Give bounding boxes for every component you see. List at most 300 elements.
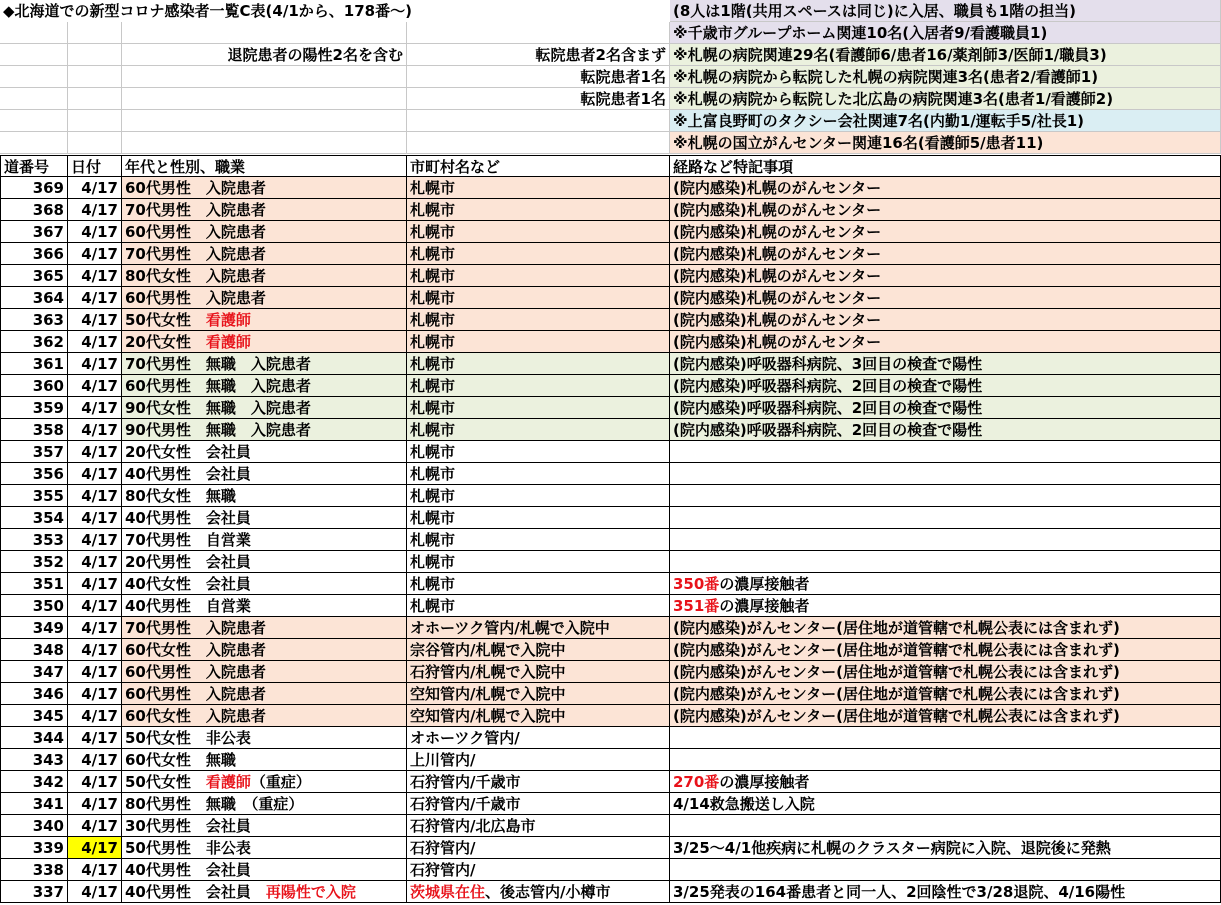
city-text: 札幌市 [410,311,456,329]
city-text: 石狩管内/北広島市 [410,817,536,835]
case-person [122,375,407,397]
case-person [122,419,407,441]
case-date [68,221,122,243]
city-text: 札幌市 [410,245,456,263]
case-date [68,287,122,309]
case-date [68,705,122,727]
case-number [0,463,68,485]
case-number-text: 363 [32,311,64,329]
case-person [122,353,407,375]
city-text: 石狩管内/千歳市 [410,795,521,813]
note-text: (院内感染)札幌のがんセンター [673,223,882,241]
person-text: 60代女性 入院患者 [125,641,266,659]
case-date-text: 4/17 [81,597,118,615]
case-note [670,793,1221,815]
person-text: 40代男性 会社員 [125,465,251,483]
person-text: 70代男性 入院患者 [125,245,266,263]
note-text: 3/25発表の164番患者と同一人、2回陰性で3/28退院、4/16陽性 [673,883,1126,901]
blank-cell [0,22,68,44]
city-text: 札幌市 [410,355,456,373]
note-text: (院内感染)呼吸器科病院、2回目の検査で陽性 [673,377,983,395]
city-text: 石狩管内/ [410,861,476,879]
case-city [407,397,670,419]
case-date-text: 4/17 [81,421,118,439]
case-number-text: 345 [32,707,64,725]
case-number-text: 339 [32,839,64,857]
case-person [122,507,407,529]
person-text: 50代女性 非公表 [125,729,251,747]
case-note [670,727,1221,749]
case-note [670,287,1221,309]
blank-cell [68,22,122,44]
case-person [122,595,407,617]
case-number [0,309,68,331]
case-number-text: 368 [32,201,64,219]
case-date [68,749,122,771]
case-note [670,749,1221,771]
case-city [407,331,670,353]
case-number-text: 337 [32,883,64,901]
case-person [122,485,407,507]
case-note [670,265,1221,287]
case-date [68,397,122,419]
person-text: 40代男性 会社員 [125,509,251,527]
case-person [122,727,407,749]
case-date-text: 4/17 [81,333,118,351]
header-note-text: ※上富良野町のタクシー会社関連7名(内勤1/運転手5/社長1) [673,112,1085,130]
note-text: (院内感染)札幌のがんセンター [673,333,882,351]
case-date [68,441,122,463]
case-number [0,221,68,243]
case-city [407,419,670,441]
case-note [670,815,1221,837]
case-number [0,419,68,441]
case-date-text: 4/17 [81,311,118,329]
case-date-text: 4/17 [81,487,118,505]
city-text: オホーツク管内/ [410,729,520,747]
case-note [670,639,1221,661]
header-note-col [670,155,1221,177]
case-number-text: 342 [32,773,64,791]
header-left-note [122,44,407,66]
case-date-text: 4/17 [81,839,118,857]
person-text: 80代女性 入院患者 [125,267,266,285]
case-date [68,353,122,375]
case-city [407,199,670,221]
case-number [0,705,68,727]
case-note [670,661,1221,683]
header-no [0,155,68,177]
case-person [122,771,407,793]
city-text: 札幌市 [410,289,456,307]
case-date [68,331,122,353]
person-text: 40代男性 会社員 [125,861,251,879]
case-city [407,221,670,243]
person-text: 30代男性 会社員 [125,817,251,835]
case-number [0,265,68,287]
case-number-text: 352 [32,553,64,571]
case-city [407,837,670,859]
note-text: (院内感染)がんセンター(居住地が道管轄で札幌公表には含まれず) [673,619,1120,637]
case-number-text: 367 [32,223,64,241]
city-text: 札幌市 [410,509,456,527]
case-number [0,177,68,199]
case-city [407,639,670,661]
note-highlight-text: 270番 [673,773,720,791]
person-text: 70代男性 自営業 [125,531,251,549]
case-city [407,617,670,639]
case-number-text: 360 [32,377,64,395]
case-note [670,243,1221,265]
note-text: (院内感染)がんセンター(居住地が道管轄で札幌公表には含まれず) [673,707,1120,725]
case-person [122,397,407,419]
case-number [0,375,68,397]
case-person [122,881,407,903]
case-number [0,353,68,375]
city-text: 札幌市 [410,487,456,505]
case-date-text: 4/17 [81,179,118,197]
case-number-text: 341 [32,795,64,813]
header-mid-note [407,44,670,66]
blank-cell [68,66,122,88]
person-text: 60代男性 入院患者 [125,223,266,241]
city-tail-text: 、後志管内/小樽市 [485,883,611,901]
case-date-text: 4/17 [81,377,118,395]
case-note [670,397,1221,419]
case-number [0,287,68,309]
note-text: (院内感染)札幌のがんセンター [673,201,882,219]
case-note [670,353,1221,375]
header-note [670,44,1221,66]
blank-cell [0,66,68,88]
header-left-note [122,66,407,88]
case-city [407,243,670,265]
case-person [122,859,407,881]
case-date [68,837,122,859]
case-date [68,661,122,683]
case-number [0,749,68,771]
case-number [0,617,68,639]
case-number-text: 366 [32,245,64,263]
case-person [122,463,407,485]
case-note [670,221,1221,243]
case-date-text: 4/17 [81,707,118,725]
city-text: 札幌市 [410,399,456,417]
case-date [68,727,122,749]
header-left-note [122,88,407,110]
blank-cell [68,132,122,154]
case-number [0,683,68,705]
header-note [670,110,1221,132]
header-mid-note [407,110,670,132]
case-number [0,639,68,661]
case-city [407,441,670,463]
case-date-text: 4/17 [81,663,118,681]
case-city [407,815,670,837]
header-note [670,66,1221,88]
case-person [122,749,407,771]
column-label: 市町村名など [410,158,501,176]
case-note [670,529,1221,551]
blank-cell [68,44,122,66]
note-highlight-text: 350番 [673,575,720,593]
column-label: 年代と性別、職業 [125,158,246,176]
person-text: 70代男性 入院患者 [125,619,266,637]
city-text: 札幌市 [410,553,456,571]
note-text: (院内感染)札幌のがんセンター [673,267,882,285]
case-person [122,683,407,705]
case-person [122,551,407,573]
person-text: 70代男性 無職 入院患者 [125,355,311,373]
case-number [0,595,68,617]
header-person [122,155,407,177]
case-note [670,309,1221,331]
case-date [68,375,122,397]
case-date [68,551,122,573]
case-city [407,661,670,683]
case-city [407,881,670,903]
header-note [670,22,1221,44]
case-number [0,573,68,595]
case-city [407,507,670,529]
case-note [670,331,1221,353]
case-note [670,463,1221,485]
case-date [68,529,122,551]
case-city [407,177,670,199]
case-date-text: 4/17 [81,729,118,747]
case-city [407,595,670,617]
person-highlight-text: 再陽性で入院 [265,883,356,901]
case-person [122,287,407,309]
city-text: 札幌市 [410,531,456,549]
blank-cell [68,88,122,110]
case-date-text: 4/17 [81,267,118,285]
case-number-text: 347 [32,663,64,681]
case-date-text: 4/17 [81,575,118,593]
case-date-text: 4/17 [81,883,118,901]
case-note [670,507,1221,529]
header-note [670,88,1221,110]
case-note [670,705,1221,727]
case-city [407,265,670,287]
note-text: の濃厚接触者 [719,597,810,615]
case-note [670,441,1221,463]
header-mid-note [407,132,670,154]
case-city [407,705,670,727]
case-number [0,441,68,463]
case-note [670,881,1221,903]
case-note [670,595,1221,617]
case-date [68,243,122,265]
note-text: (院内感染)札幌のがんセンター [673,245,882,263]
case-number [0,507,68,529]
note-text: (院内感染)呼吸器科病院、2回目の検査で陽性 [673,421,983,439]
case-date-text: 4/17 [81,355,118,373]
city-text: 札幌市 [410,377,456,395]
case-person [122,573,407,595]
case-city [407,485,670,507]
case-city [407,529,670,551]
case-date [68,199,122,221]
person-text: 50代女性 [125,311,206,329]
case-city [407,309,670,331]
city-text: 札幌市 [410,179,456,197]
case-number [0,881,68,903]
case-date [68,859,122,881]
case-date [68,265,122,287]
case-note [670,771,1221,793]
note-text: (院内感染)札幌のがんセンター [673,289,882,307]
case-date-text: 4/17 [81,443,118,461]
note-text: 4/14救急搬送し入院 [673,795,815,813]
column-label: 道番号 [4,158,50,176]
case-date [68,485,122,507]
case-date-text: 4/17 [81,201,118,219]
person-text: 80代女性 無職 [125,487,236,505]
person-text: 70代男性 入院患者 [125,201,266,219]
column-label: 経路など特記事項 [673,158,794,176]
blank-cell [68,110,122,132]
case-date-text: 4/17 [81,531,118,549]
case-number-text: 353 [32,531,64,549]
case-note [670,837,1221,859]
person-text: 60代女性 入院患者 [125,707,266,725]
case-city [407,859,670,881]
case-city [407,793,670,815]
person-text: 60代男性 入院患者 [125,685,266,703]
header-mid-note [407,66,670,88]
city-text: オホーツク管内/札幌で入院中 [410,619,610,637]
case-note [670,199,1221,221]
case-number-text: 356 [32,465,64,483]
case-number [0,793,68,815]
case-date [68,815,122,837]
case-number [0,661,68,683]
blank-cell [0,88,68,110]
city-text: 札幌市 [410,201,456,219]
case-number [0,837,68,859]
case-date-text: 4/17 [81,245,118,263]
case-date [68,639,122,661]
person-text: 40代男性 自営業 [125,597,251,615]
case-person [122,617,407,639]
case-number [0,815,68,837]
header-mid-note [407,22,670,44]
case-date [68,683,122,705]
case-note [670,375,1221,397]
case-date [68,793,122,815]
case-number-text: 358 [32,421,64,439]
case-note [670,551,1221,573]
case-number-text: 338 [32,861,64,879]
city-text: 札幌市 [410,443,456,461]
person-text: 20代女性 会社員 [125,443,251,461]
city-text: 札幌市 [410,575,456,593]
case-city [407,727,670,749]
header-left-text: 退院患者の陽性2名を含む [227,46,403,64]
case-person [122,177,407,199]
case-date-text: 4/17 [81,223,118,241]
header-note-text: ※札幌の病院から転院した札幌の病院関連3名(患者2/看護師1) [673,68,1099,86]
case-city [407,353,670,375]
header-note [670,0,1221,22]
note-text: (院内感染)札幌のがんセンター [673,179,882,197]
case-note [670,485,1221,507]
case-date-text: 4/17 [81,289,118,307]
case-number-text: 343 [32,751,64,769]
case-number-text: 357 [32,443,64,461]
case-number-text: 361 [32,355,64,373]
city-text: 札幌市 [410,421,456,439]
case-date [68,309,122,331]
person-text: 40代男性 会社員 [125,883,266,901]
note-text: の濃厚接触者 [719,575,810,593]
case-date-text: 4/17 [81,751,118,769]
case-number-text: 355 [32,487,64,505]
case-person [122,705,407,727]
note-highlight-text: 351番 [673,597,720,615]
case-number-text: 362 [32,333,64,351]
case-person [122,199,407,221]
case-number [0,551,68,573]
case-number-text: 369 [32,179,64,197]
case-date-text: 4/17 [81,795,118,813]
case-date [68,463,122,485]
note-text: (院内感染)呼吸器科病院、3回目の検査で陽性 [673,355,983,373]
case-date-text: 4/17 [81,509,118,527]
person-text: 60代男性 無職 入院患者 [125,377,311,395]
case-date-text: 4/17 [81,641,118,659]
note-text: (院内感染)がんセンター(居住地が道管轄で札幌公表には含まれず) [673,641,1120,659]
header-mid-text: 転院患者2名含まず [535,46,666,64]
person-text: 20代男性 会社員 [125,553,251,571]
case-number-text: 346 [32,685,64,703]
note-text: 3/25～4/1他疾病に札幌のクラスター病院に入院、退院後に発熱 [673,839,1111,857]
case-date-text: 4/17 [81,553,118,571]
sheet-title: ◆北海道での新型コロナ感染者一覧C表(4/1から、178番～) [3,2,412,20]
person-text: 80代男性 無職 （重症） [125,795,304,813]
header-note-text: ※札幌の病院から転院した北広島の病院関連3名(患者1/看護師2) [673,90,1114,108]
case-date [68,573,122,595]
case-city [407,551,670,573]
case-number-text: 340 [32,817,64,835]
case-number-text: 359 [32,399,64,417]
person-text: 50代男性 非公表 [125,839,251,857]
city-text: 石狩管内/千歳市 [410,773,521,791]
case-city [407,771,670,793]
blank-cell [0,132,68,154]
case-number-text: 351 [32,575,64,593]
case-date [68,617,122,639]
case-date-text: 4/17 [81,399,118,417]
header-note-text: (8人は1階(共用スペースは同じ)に入居、職員も1階の担当) [673,2,1076,20]
city-text: 空知管内/札幌で入院中 [410,707,566,725]
header-note-text: ※札幌の病院関連29名(看護師6/患者16/薬剤師3/医師1/職員3) [673,46,1107,64]
case-number [0,331,68,353]
case-date [68,177,122,199]
note-text: (院内感染)呼吸器科病院、2回目の検査で陽性 [673,399,983,417]
case-number-text: 354 [32,509,64,527]
person-highlight-text: 看護師 [205,773,251,791]
case-person [122,243,407,265]
case-note [670,859,1221,881]
person-text: 60代男性 入院患者 [125,179,266,197]
case-number-text: 350 [32,597,64,615]
note-text: の濃厚接触者 [719,773,810,791]
case-number [0,243,68,265]
city-text: 石狩管内/ [410,839,476,857]
city-text: 札幌市 [410,267,456,285]
